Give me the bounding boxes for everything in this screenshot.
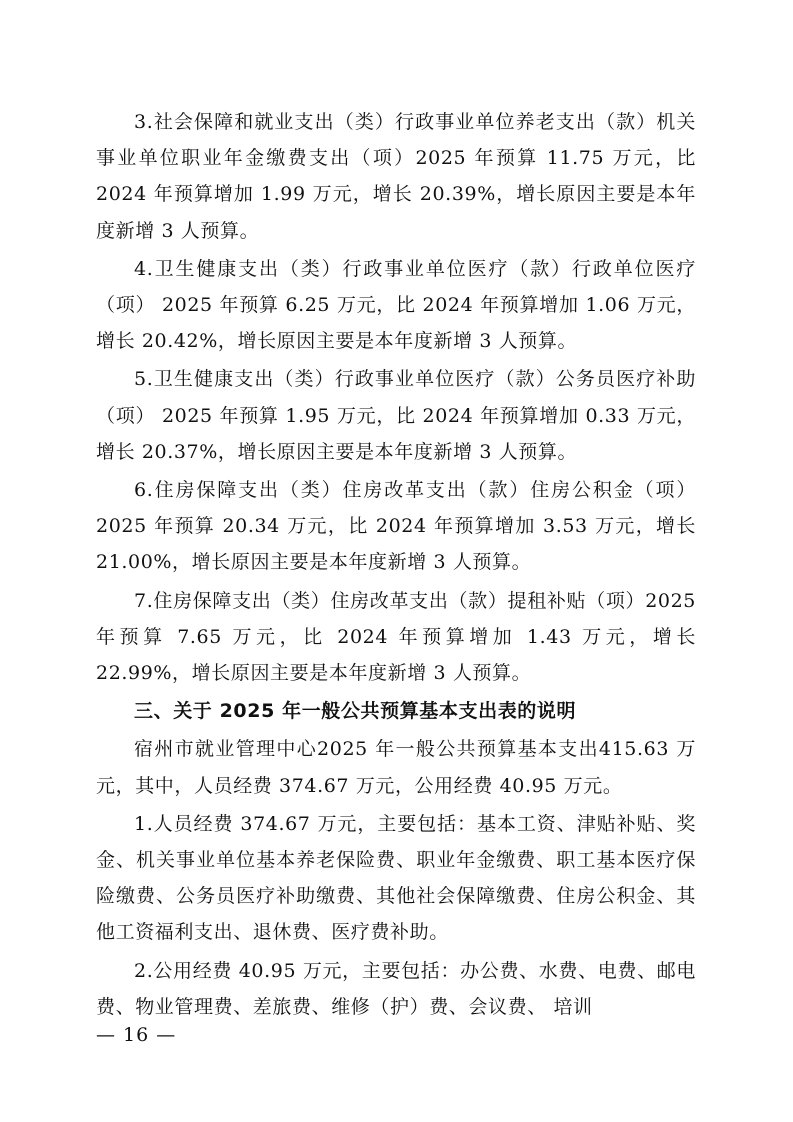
paragraph-item-6: 6.住房保障支出（类）住房改革支出（款）住房公积金（项）2025 年预算 20.34 万元，比 2024 年预算增加 3.53 万元，增长 21.00%，增长原因主要是本年度新增 3 人预算。 bbox=[96, 479, 696, 574]
section-heading: 三、关于 2025 年一般公共预算基本支出表的说明 bbox=[134, 700, 577, 723]
paragraph-item-4: 4.卫生健康支出（类）行政事业单位医疗（款）行政单位医疗（项） 2025 年预算 6.25 万元，比 2024 年预算增加 1.06 万元，增长 20.42%，增长原因主要是本年度新增 3 人预算。 bbox=[96, 257, 696, 353]
personnel-expense-paragraph: 1.人员经费 374.67 万元，主要包括：基本工资、津贴补贴、奖金、机关事业单位基本养老保险费、职业年金缴费、职工基本医疗保险缴费、公务员医疗补助缴费、其他社会保障缴费、住房公积金、其他工资福利支出、退休费、医疗费补助。 bbox=[96, 812, 696, 944]
paragraph-item-5: 5.卫生健康支出（类）行政事业单位医疗（款）公务员医疗补助（项） 2025 年预算 1.95 万元，比 2024 年预算增加 0.33 万元，增长 20.37%，增长原因主要是本年度新增 3 人预算。 bbox=[96, 368, 696, 463]
summary-paragraph: 宿州市就业管理中心2025 年一般公共预算基本支出415.63 万元，其中，人员经费 374.67 万元，公用经费 40.95 万元。 bbox=[96, 738, 696, 797]
paragraph-item-7: 7.住房保障支出（类）住房改革支出（款）提租补贴（项）2025 年预算 7.65 万元，比 2024 年预算增加 1.43 万元，增长 22.99%，增长原因主要是本年度新增 3 人预算。 bbox=[96, 589, 696, 685]
public-expense-paragraph: 2.公用经费 40.95 万元，主要包括：办公费、水费、电费、邮电费、物业管理费、差旅费、维修（护）费、会议费、 培训 bbox=[96, 959, 696, 1018]
document-body bbox=[96, 104, 696, 1027]
page-number: — 16 — bbox=[96, 1024, 177, 1046]
paragraph-item-3: 3.社会保障和就业支出（类）行政事业单位养老支出（款）机关事业单位职业年金缴费支出（项）2025 年预算 11.75 万元，比 2024 年预算增加 1.99 万元，增长 20.39%，增长原因主要是本年度新增 3 人预算。 bbox=[96, 111, 696, 242]
